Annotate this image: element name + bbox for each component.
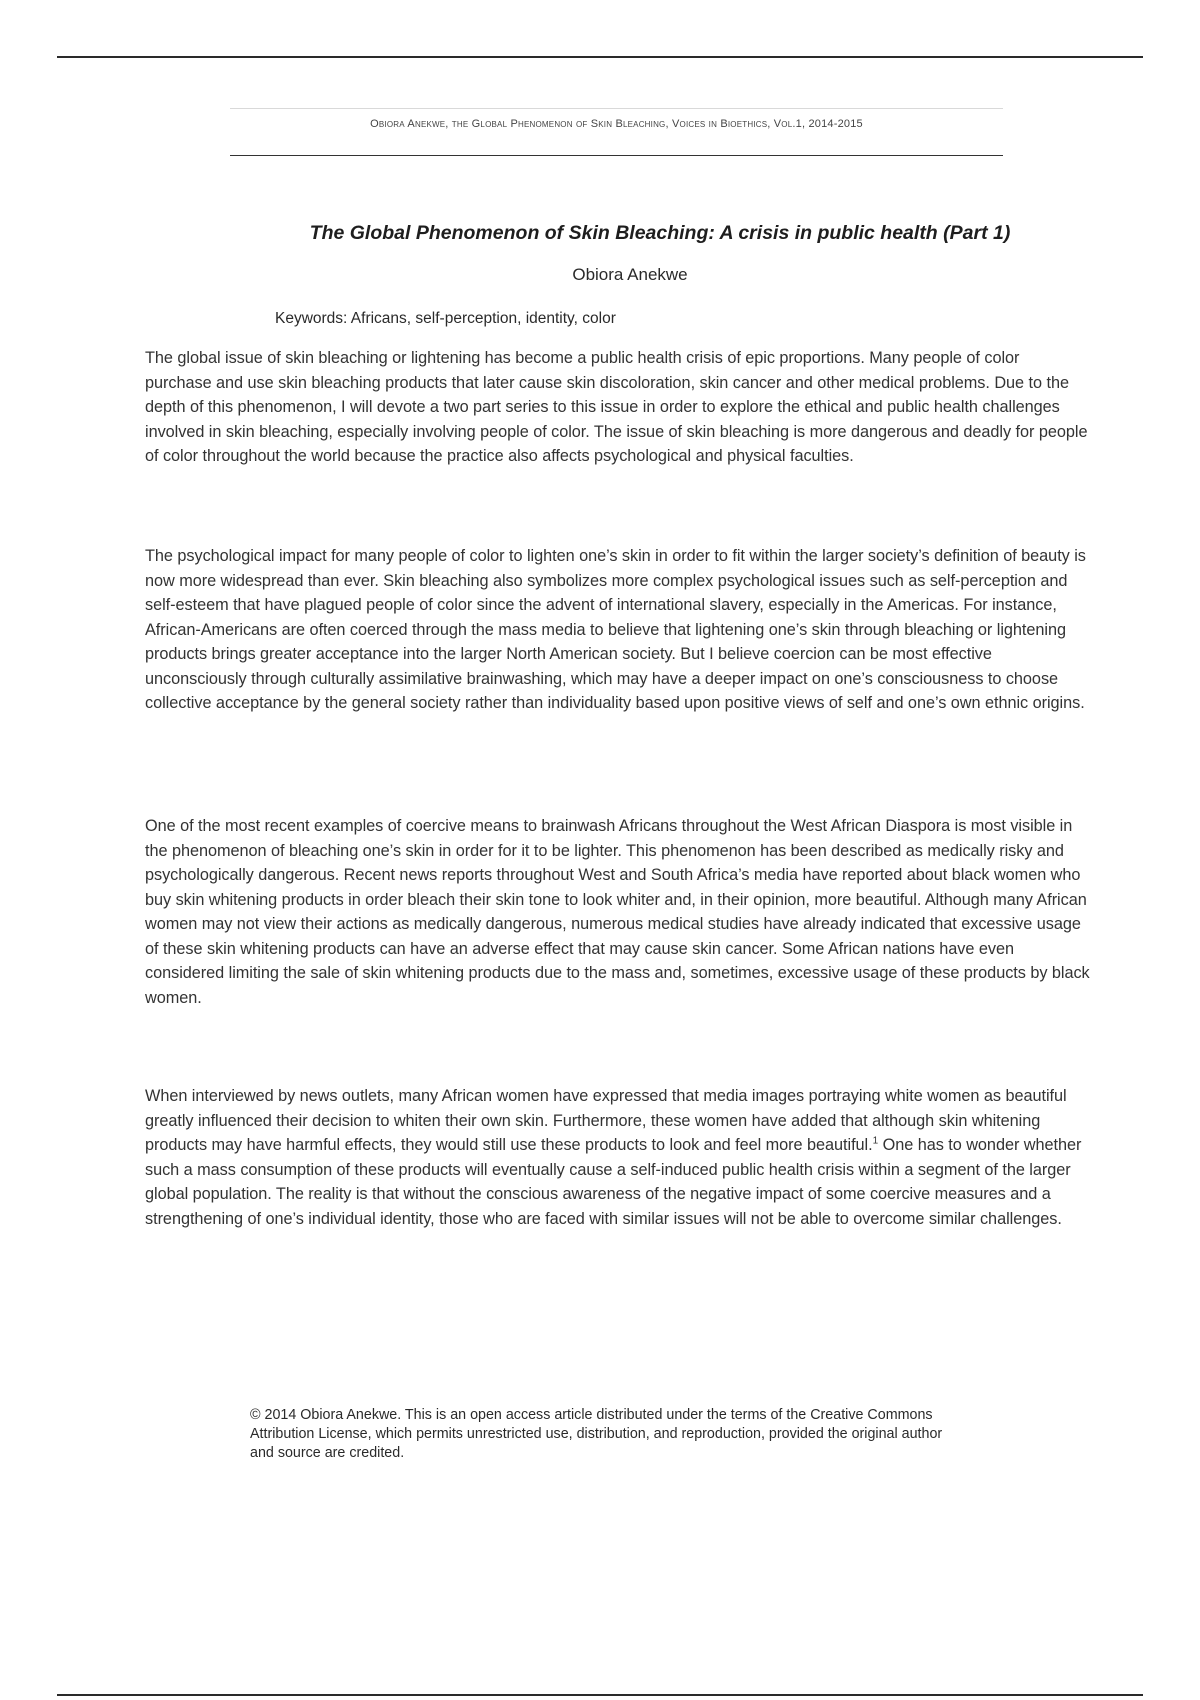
footnote-marker[interactable]: 1 xyxy=(872,1135,879,1147)
article-keywords: Keywords: Africans, self-perception, identity, color xyxy=(275,310,616,327)
body-paragraph-4 xyxy=(145,1084,1090,1231)
paragraph-4-text-after: One has to wonder whether such a mass consumption of these products will eventually cause a self-induced public health crisis within a segment of the larger global population. The reality is that without the conscious awareness of the negative impact of some coercive measures and a strengthening of one’s individual identity, those who are faced with similar issues will not be able to overcome similar challenges. xyxy=(145,1136,1082,1228)
paragraph-4-text-before: When interviewed by news outlets, many African women have expressed that media images portraying white women as beautiful greatly influenced their decision to whiten their own skin. Furthermore, these women have added that although skin whitening products may have harmful effects, they would still use these products to look and feel more beautiful. xyxy=(145,1087,1067,1154)
article-title: The Global Phenomenon of Skin Bleaching: A crisis in public health (Part 1) xyxy=(309,222,1011,244)
license-notice: © 2014 Obiora Anekwe. This is an open access article distributed under the terms of the Creative Commons Attribution License, which permits unrestricted use, distribution, and reproduction, provided the original author and source are credited. xyxy=(250,1407,943,1461)
bottom-page-rule xyxy=(57,1694,1143,1696)
article-author: Obiora Anekwe xyxy=(572,265,688,284)
body-paragraph-2: The psychological impact for many people of color to lighten one’s skin in order to fit within the larger society’s definition of beauty is now more widespread than ever. Skin bleaching also symbolizes more complex psychological issues such as self-perception and self-esteem that have plagued people of color since the advent of international slavery, especially in the Americas. For instance, African-Americans are often coerced through the mass media to believe that lightening one’s skin through bleaching or lightening products brings greater acceptance into the larger North American society. But I believe coercion can be most effective unconsciously through culturally assimilative brainwashing, which may have a deeper impact on one’s consciousness to choose collective acceptance by the general society rather than individuality based upon positive views of self and one’s own ethnic origins. xyxy=(145,547,1086,712)
body-paragraph-3: One of the most recent examples of coercive means to brainwash Africans throughout the West African Diaspora is most visible in the phenomenon of bleaching one’s skin in order for it to be lighter. This phenomenon has been described as medically risky and psychologically dangerous. Recent news reports throughout West and South Africa’s media have reported about black women who buy skin whitening products in order bleach their skin tone to look whiter and, in their opinion, more beautiful. Although many African women may not view their actions as medically dangerous, numerous medical studies have already indicated that excessive usage of these skin whitening products can have an adverse effect that may cause skin cancer. Some African nations have even considered limiting the sale of skin whitening products due to the mass and, sometimes, excessive usage of these products by black women. xyxy=(145,817,1090,1007)
top-page-rule xyxy=(57,56,1143,58)
running-header xyxy=(230,108,1003,156)
body-paragraph-1: The global issue of skin bleaching or lightening has become a public health crisis of epic proportions. Many people of color purchase and use skin bleaching products that later cause skin discoloration, skin cancer and other medical problems. Due to the depth of this phenomenon, I will devote a two part series to this issue in order to explore the ethical and public health challenges involved in skin bleaching, especially involving people of color. The issue of skin bleaching is more dangerous and deadly for people of color throughout the world because the practice also affects psychological and physical faculties. xyxy=(145,349,1088,465)
running-header-text: Obiora Anekwe, the Global Phenomenon of Skin Bleaching, Voices in Bioethics, Vol.1, 2014-2015 xyxy=(370,118,863,130)
